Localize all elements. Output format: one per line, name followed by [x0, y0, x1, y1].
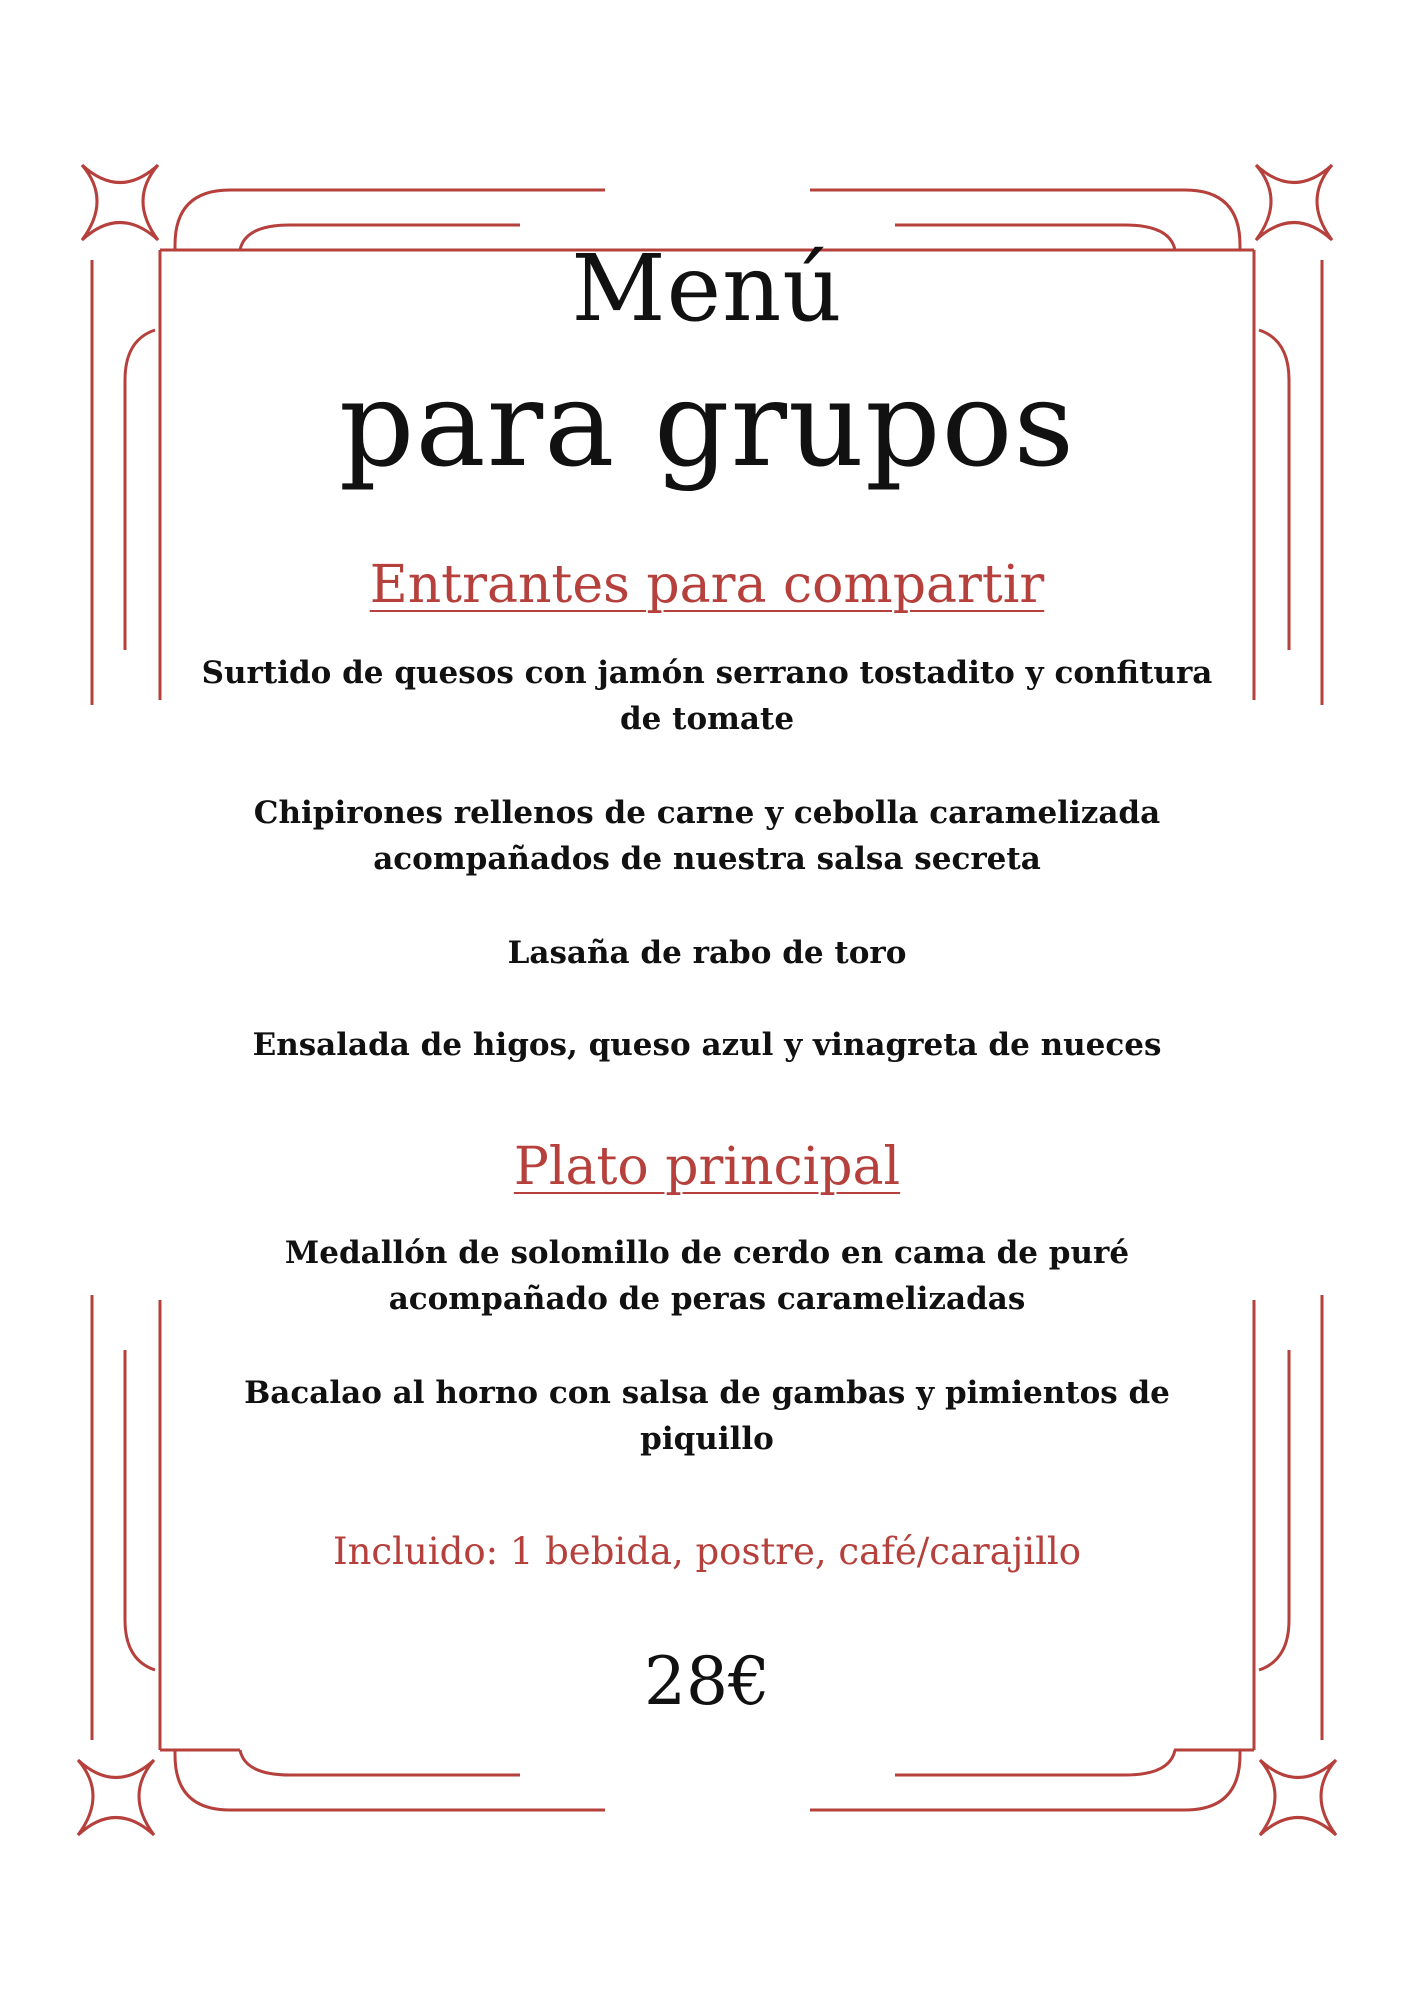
section-heading-starters: Entrantes para compartir — [369, 555, 1045, 615]
dish-line: Surtido de quesos con jamón serrano tostadito y confitura — [201, 655, 1213, 691]
dish-line: Lasaña de rabo de toro — [507, 935, 907, 971]
section-heading-main: Plato principal — [513, 1137, 901, 1197]
four-point-star-icon — [1260, 1760, 1336, 1835]
four-point-star-icon — [78, 1760, 154, 1835]
dish-line: Bacalao al horno con salsa de gambas y pimientos de — [244, 1375, 1170, 1411]
dish-item — [180, 1370, 1234, 1462]
included-note: Incluido: 1 bebida, postre, café/carajillo — [332, 1530, 1082, 1573]
four-point-star-icon — [82, 165, 158, 240]
dish-item — [180, 930, 1234, 976]
dish-line: piquillo — [640, 1421, 774, 1457]
dish-item — [180, 790, 1234, 882]
menu-price: 28€ — [644, 1643, 770, 1720]
dish-line: Medallón de solomillo de cerdo en cama de puré — [284, 1235, 1130, 1271]
four-point-star-icon — [1256, 165, 1332, 240]
dish-line: de tomate — [619, 701, 795, 737]
menu-title: Menú — [571, 235, 843, 342]
dish-line: Ensalada de higos, queso azul y vinagreta de nueces — [252, 1027, 1162, 1063]
dish-item — [180, 1230, 1234, 1322]
dish-item — [180, 650, 1234, 742]
dish-line: acompañado de peras caramelizadas — [388, 1281, 1026, 1317]
dish-item — [180, 1022, 1234, 1068]
dish-line: acompañados de nuestra salsa secreta — [373, 841, 1041, 877]
menu-subtitle: para grupos — [338, 355, 1076, 493]
dish-line: Chipirones rellenos de carne y cebolla caramelizada — [253, 795, 1161, 831]
